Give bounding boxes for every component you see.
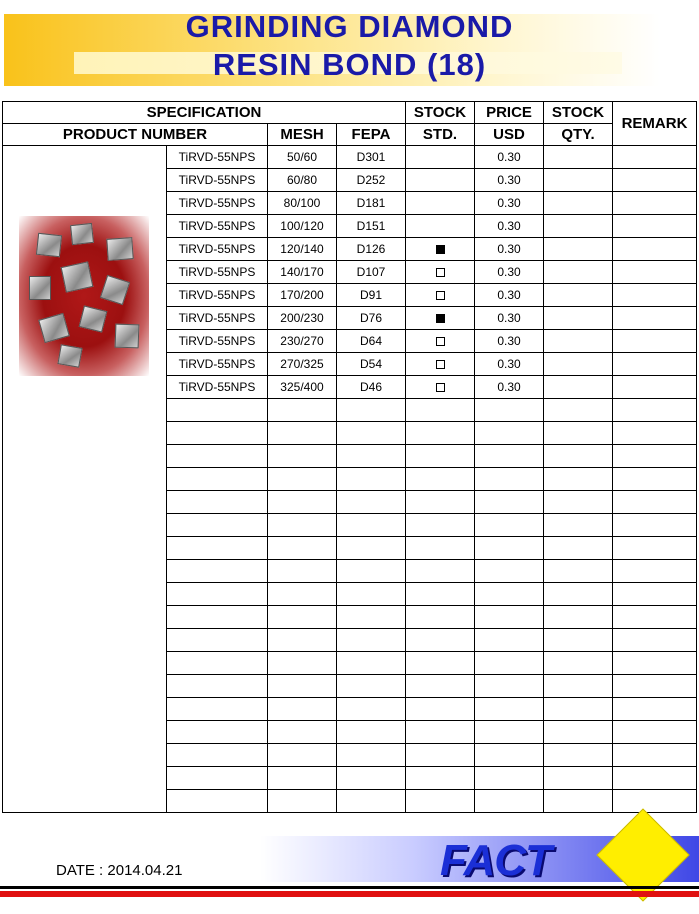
empty-cell <box>337 606 406 629</box>
empty-cell <box>406 445 475 468</box>
empty-cell <box>475 514 544 537</box>
product-photo-cell <box>3 146 167 813</box>
empty-cell <box>613 491 697 514</box>
product-number-cell: TiRVD-55NPS <box>167 146 268 169</box>
diamond-crystal <box>70 223 94 245</box>
product-number-cell: TiRVD-55NPS <box>167 284 268 307</box>
empty-cell <box>167 629 268 652</box>
stock-qty-cell <box>544 215 613 238</box>
product-number-cell: TiRVD-55NPS <box>167 169 268 192</box>
stock-filled-square-icon <box>436 314 445 323</box>
empty-cell <box>406 606 475 629</box>
mesh-cell: 120/140 <box>268 238 337 261</box>
stock-qty-cell <box>544 353 613 376</box>
fact-logo: FACT <box>440 836 551 885</box>
empty-cell <box>613 675 697 698</box>
empty-cell <box>475 767 544 790</box>
empty-cell <box>406 399 475 422</box>
empty-cell <box>475 675 544 698</box>
remark-cell <box>613 330 697 353</box>
empty-cell <box>268 767 337 790</box>
empty-cell <box>268 583 337 606</box>
stock-std-cell <box>406 146 475 169</box>
empty-cell <box>268 537 337 560</box>
remark-cell <box>613 146 697 169</box>
empty-cell <box>337 399 406 422</box>
empty-cell <box>268 491 337 514</box>
empty-cell <box>406 422 475 445</box>
empty-cell <box>406 560 475 583</box>
empty-cell <box>337 491 406 514</box>
stock-std-cell <box>406 330 475 353</box>
price-cell: 0.30 <box>475 192 544 215</box>
empty-cell <box>268 721 337 744</box>
fepa-cell: D46 <box>337 376 406 399</box>
remark-cell <box>613 376 697 399</box>
empty-cell <box>613 652 697 675</box>
header-specification: SPECIFICATION <box>3 102 406 124</box>
empty-cell <box>613 698 697 721</box>
empty-cell <box>167 790 268 813</box>
header-stock-std-bottom: STD. <box>406 124 475 146</box>
empty-cell <box>167 491 268 514</box>
empty-cell <box>613 422 697 445</box>
diamond-crystal <box>79 305 108 332</box>
product-number-cell: TiRVD-55NPS <box>167 261 268 284</box>
empty-cell <box>544 767 613 790</box>
diamond-grit-photo <box>19 216 149 376</box>
product-number-cell: TiRVD-55NPS <box>167 192 268 215</box>
empty-cell <box>337 652 406 675</box>
mesh-cell: 80/100 <box>268 192 337 215</box>
empty-cell <box>613 445 697 468</box>
price-cell: 0.30 <box>475 238 544 261</box>
empty-cell <box>337 514 406 537</box>
spec-table <box>2 101 697 813</box>
empty-cell <box>544 491 613 514</box>
empty-cell <box>167 399 268 422</box>
stock-qty-cell <box>544 238 613 261</box>
product-number-cell: TiRVD-55NPS <box>167 353 268 376</box>
empty-cell <box>544 744 613 767</box>
empty-cell <box>406 744 475 767</box>
footer-line-black <box>0 886 699 889</box>
fepa-cell: D54 <box>337 353 406 376</box>
fepa-cell: D76 <box>337 307 406 330</box>
stock-qty-cell <box>544 169 613 192</box>
empty-cell <box>167 422 268 445</box>
empty-cell <box>613 744 697 767</box>
empty-cell <box>613 629 697 652</box>
empty-cell <box>475 422 544 445</box>
stock-std-cell <box>406 169 475 192</box>
fepa-cell: D301 <box>337 146 406 169</box>
stock-std-cell <box>406 238 475 261</box>
remark-cell <box>613 261 697 284</box>
price-cell: 0.30 <box>475 284 544 307</box>
mesh-cell: 325/400 <box>268 376 337 399</box>
empty-cell <box>167 606 268 629</box>
price-cell: 0.30 <box>475 146 544 169</box>
empty-cell <box>544 721 613 744</box>
diamond-crystal <box>29 276 51 300</box>
empty-cell <box>406 675 475 698</box>
empty-cell <box>544 675 613 698</box>
remark-cell <box>613 238 697 261</box>
empty-cell <box>337 790 406 813</box>
empty-cell <box>613 721 697 744</box>
empty-cell <box>406 721 475 744</box>
empty-cell <box>613 514 697 537</box>
stock-empty-square-icon <box>436 291 445 300</box>
empty-cell <box>167 767 268 790</box>
empty-cell <box>268 560 337 583</box>
header-price-bottom: USD <box>475 124 544 146</box>
mesh-cell: 270/325 <box>268 353 337 376</box>
fepa-cell: D181 <box>337 192 406 215</box>
stock-empty-square-icon <box>436 360 445 369</box>
stock-std-cell <box>406 284 475 307</box>
header-stock-qty-top: STOCK <box>544 102 613 124</box>
empty-cell <box>268 399 337 422</box>
empty-cell <box>613 399 697 422</box>
empty-cell <box>544 560 613 583</box>
stock-empty-square-icon <box>436 383 445 392</box>
empty-cell <box>406 468 475 491</box>
fepa-cell: D64 <box>337 330 406 353</box>
price-cell: 0.30 <box>475 169 544 192</box>
stock-std-cell <box>406 192 475 215</box>
empty-cell <box>167 537 268 560</box>
stock-qty-cell <box>544 307 613 330</box>
empty-cell <box>337 767 406 790</box>
stock-qty-cell <box>544 261 613 284</box>
empty-cell <box>613 767 697 790</box>
empty-cell <box>268 468 337 491</box>
empty-cell <box>544 468 613 491</box>
price-cell: 0.30 <box>475 307 544 330</box>
stock-std-cell <box>406 261 475 284</box>
header-fepa: FEPA <box>337 124 406 146</box>
product-number-cell: TiRVD-55NPS <box>167 330 268 353</box>
header-stock-qty-bottom: QTY. <box>544 124 613 146</box>
product-number-cell: TiRVD-55NPS <box>167 238 268 261</box>
footer-line-red <box>0 891 699 897</box>
empty-cell <box>337 537 406 560</box>
empty-cell <box>475 537 544 560</box>
header-product-number: PRODUCT NUMBER <box>3 124 268 146</box>
header-mesh: MESH <box>268 124 337 146</box>
stock-empty-square-icon <box>436 337 445 346</box>
diamond-crystal <box>57 344 82 368</box>
fepa-cell: D151 <box>337 215 406 238</box>
empty-cell <box>613 468 697 491</box>
empty-cell <box>268 652 337 675</box>
empty-cell <box>475 629 544 652</box>
empty-cell <box>544 790 613 813</box>
empty-cell <box>475 399 544 422</box>
stock-empty-square-icon <box>436 268 445 277</box>
date-label: DATE : 2014.04.21 <box>56 862 183 879</box>
stock-qty-cell <box>544 330 613 353</box>
remark-cell <box>613 353 697 376</box>
stock-std-cell <box>406 353 475 376</box>
empty-cell <box>268 514 337 537</box>
empty-cell <box>475 698 544 721</box>
empty-cell <box>406 514 475 537</box>
empty-cell <box>475 445 544 468</box>
diamond-crystal <box>36 233 62 257</box>
empty-cell <box>268 445 337 468</box>
empty-cell <box>337 445 406 468</box>
stock-qty-cell <box>544 376 613 399</box>
mesh-cell: 170/200 <box>268 284 337 307</box>
stock-qty-cell <box>544 284 613 307</box>
empty-cell <box>337 629 406 652</box>
stock-std-cell <box>406 307 475 330</box>
remark-cell <box>613 215 697 238</box>
empty-cell <box>167 744 268 767</box>
header-price-top: PRICE <box>475 102 544 124</box>
empty-cell <box>544 629 613 652</box>
empty-cell <box>406 629 475 652</box>
empty-cell <box>613 606 697 629</box>
empty-cell <box>406 767 475 790</box>
empty-cell <box>337 698 406 721</box>
fepa-cell: D91 <box>337 284 406 307</box>
empty-cell <box>167 445 268 468</box>
empty-cell <box>544 537 613 560</box>
empty-cell <box>406 537 475 560</box>
empty-cell <box>268 606 337 629</box>
empty-cell <box>167 583 268 606</box>
empty-cell <box>167 468 268 491</box>
empty-cell <box>337 560 406 583</box>
empty-cell <box>167 675 268 698</box>
fepa-cell: D107 <box>337 261 406 284</box>
empty-cell <box>544 652 613 675</box>
empty-cell <box>475 790 544 813</box>
header-remark: REMARK <box>613 102 697 146</box>
empty-cell <box>268 698 337 721</box>
product-number-cell: TiRVD-55NPS <box>167 376 268 399</box>
empty-cell <box>337 422 406 445</box>
diamond-crystal <box>106 237 133 261</box>
empty-cell <box>544 445 613 468</box>
diamond-crystal <box>38 313 70 343</box>
mesh-cell: 50/60 <box>268 146 337 169</box>
empty-cell <box>544 606 613 629</box>
stock-filled-square-icon <box>436 245 445 254</box>
empty-cell <box>406 790 475 813</box>
empty-cell <box>475 468 544 491</box>
empty-cell <box>544 583 613 606</box>
empty-cell <box>337 675 406 698</box>
price-cell: 0.30 <box>475 330 544 353</box>
empty-cell <box>475 744 544 767</box>
empty-cell <box>167 652 268 675</box>
empty-cell <box>167 721 268 744</box>
empty-cell <box>475 491 544 514</box>
fepa-cell: D126 <box>337 238 406 261</box>
empty-cell <box>544 399 613 422</box>
price-cell: 0.30 <box>475 353 544 376</box>
price-cell: 0.30 <box>475 376 544 399</box>
diamond-crystal <box>115 324 140 349</box>
empty-cell <box>406 698 475 721</box>
empty-cell <box>475 606 544 629</box>
product-number-cell: TiRVD-55NPS <box>167 307 268 330</box>
mesh-cell: 200/230 <box>268 307 337 330</box>
table-row <box>3 146 697 169</box>
mesh-cell: 230/270 <box>268 330 337 353</box>
empty-cell <box>406 652 475 675</box>
stock-std-cell <box>406 376 475 399</box>
empty-cell <box>613 560 697 583</box>
empty-cell <box>406 583 475 606</box>
diamond-crystal <box>61 261 94 292</box>
empty-cell <box>613 537 697 560</box>
page-title-line1: GRINDING DIAMOND <box>185 9 514 44</box>
empty-cell <box>268 790 337 813</box>
empty-cell <box>337 744 406 767</box>
empty-cell <box>544 514 613 537</box>
empty-cell <box>544 698 613 721</box>
empty-cell <box>613 790 697 813</box>
remark-cell <box>613 307 697 330</box>
empty-cell <box>167 514 268 537</box>
remark-cell <box>613 192 697 215</box>
empty-cell <box>475 583 544 606</box>
empty-cell <box>475 652 544 675</box>
mesh-cell: 100/120 <box>268 215 337 238</box>
empty-cell <box>613 583 697 606</box>
empty-cell <box>337 468 406 491</box>
remark-cell <box>613 284 697 307</box>
page-title-line2: RESIN BOND (18) <box>212 47 487 82</box>
empty-cell <box>268 744 337 767</box>
empty-cell <box>337 583 406 606</box>
fepa-cell: D252 <box>337 169 406 192</box>
empty-cell <box>167 698 268 721</box>
mesh-cell: 140/170 <box>268 261 337 284</box>
empty-cell <box>268 629 337 652</box>
remark-cell <box>613 169 697 192</box>
header-stock-std-top: STOCK <box>406 102 475 124</box>
price-cell: 0.30 <box>475 215 544 238</box>
stock-qty-cell <box>544 146 613 169</box>
empty-cell <box>268 675 337 698</box>
product-number-cell: TiRVD-55NPS <box>167 215 268 238</box>
empty-cell <box>268 422 337 445</box>
stock-std-cell <box>406 215 475 238</box>
mesh-cell: 60/80 <box>268 169 337 192</box>
empty-cell <box>475 560 544 583</box>
empty-cell <box>406 491 475 514</box>
price-cell: 0.30 <box>475 261 544 284</box>
stock-qty-cell <box>544 192 613 215</box>
diamond-crystal <box>100 275 130 305</box>
empty-cell <box>337 721 406 744</box>
empty-cell <box>544 422 613 445</box>
empty-cell <box>167 560 268 583</box>
empty-cell <box>475 721 544 744</box>
